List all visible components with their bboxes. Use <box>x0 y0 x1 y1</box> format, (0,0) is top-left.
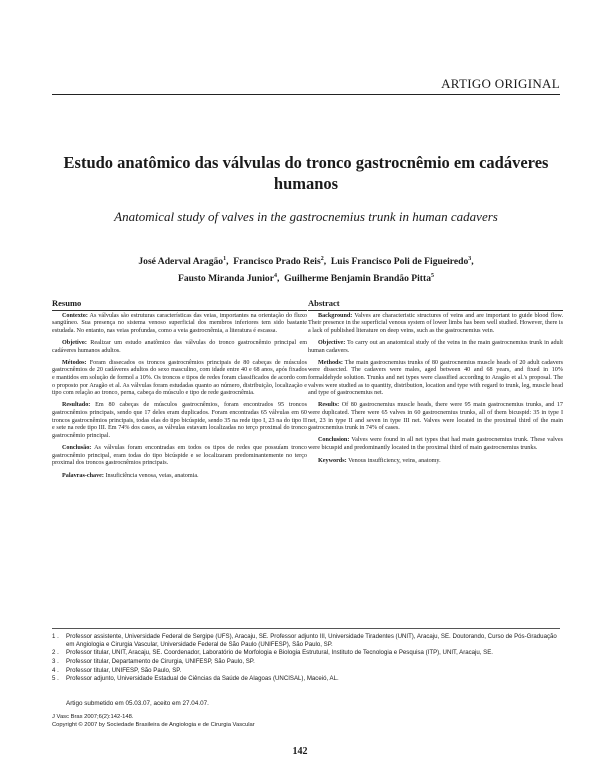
resumo-objetivo-label: Objetivo: <box>62 340 87 346</box>
resumo-objetivo <box>52 340 307 355</box>
abstract-methods-label: Methods: <box>318 359 343 366</box>
abstract-keywords <box>308 458 563 466</box>
author-name: Luis Francisco Poli de Figueiredo <box>330 256 469 268</box>
resumo-contexto <box>52 313 307 336</box>
resumo-resultado-label: Resultado: <box>62 402 91 409</box>
resumo-keywords-text: Insuficiência venosa, veias, anatomia. <box>105 473 199 480</box>
page-number: 142 <box>292 746 308 757</box>
footnote-item <box>52 667 560 675</box>
resumo-keywords <box>52 473 307 481</box>
resumo-heading: Resumo <box>52 300 307 311</box>
abstract-conclusion-label: Conclusion: <box>318 437 350 444</box>
abstract-keywords-text: Venous insufficiency, veins, anatomy. <box>348 457 441 464</box>
journal-info <box>52 714 255 730</box>
abstract-column <box>308 300 563 465</box>
author-name: José Aderval Aragão <box>138 256 224 268</box>
resumo-metodos-text: Foram dissecados os troncos gastrocnêmios principais de 80 cabeças de músculos gastrocnêmios de 20 cadáveres adultos do sexo masculino, com idade entre 40 e 68 anos, após fixados e mantidos em solução de formol a 10%. Os troncos e tipos de redes foram classificados de acordo com o proposto por Aragão et al. As válvulas foram estudadas quanto ao número, distribuição, localização e tipo com relação ao tronco, perna, cabeça do músculo e tipo de rede gastrocnêmia. <box>52 359 307 397</box>
author-affiliation-mark: 4 <box>273 273 277 280</box>
article-title-portuguese: Estudo anatômico das válvulas do tronco gastrocnêmio em cadáveres humanos <box>63 153 549 193</box>
copyright-notice: Copyright © 2007 by Sociedade Brasileira de Angiologia e de Cirurgia Vascular <box>52 721 255 728</box>
resumo-objetivo-text: Realizar um estudo anatômico das válvulas do tronco gastrocnêmio principal em cadáveres humanos adultos. <box>52 340 307 354</box>
author-affiliation-mark: 3 <box>468 256 472 262</box>
abstract-results-text: Of 80 gastrocnemius muscle heads, there were 95 main gastrocnemius trunks, and 17 were duplicated. There were 65 valves in 60 gastrocnemius trunks, all of them bicuspid: 35 in type I net, 23 in type II and seven in type III net. Valves were located in the proximal third of the main gastrocnemius trunk in 74% of cases. <box>308 402 563 432</box>
footnote-item <box>52 649 560 657</box>
author-list: José Aderval Aragão$^1$, Francisco Prado Reis$^2$, Luis Francisco Poli de Figueiredo$^3$, Fausto Miranda Junior$^4$, Guilherme Benjamin Brandão Pitta$^5$ <box>138 256 474 285</box>
resumo-resultado <box>52 402 307 441</box>
footnote-number: 4 . <box>52 666 59 674</box>
footnote-text: Professor assistente, Universidade Federal de Sergipe (UFS), Aracaju, SE. Professor adjunto III, Universidade Tiradentes (UNIT), Aracaju, SE. Doutorando, Curso de Pós-Graduação em Angiologia e Cirurgia Vascular, Universidade Federal de São Paulo (UNIFESP), São Paulo, SP. <box>66 633 557 648</box>
article-title-english: Anatomical study of valves in the gastrocnemius trunk in human cadavers <box>114 209 498 224</box>
abstract-results-label: Results: <box>318 402 340 409</box>
footnote-item <box>52 658 560 666</box>
footnote-text: Professor titular, UNIFESP, São Paulo, SP. <box>66 666 182 674</box>
journal-citation: J Vasc Bras 2007;6(2):142-148. <box>52 714 134 720</box>
resumo-contexto-text: As válvulas são estruturas características das veias, importantes na orientação do fluxo sangüíneo. Sua presença no sistema venoso superficial dos membros inferiores tem sido bastante estudada. No entanto, nas veias profundas, como a veia gastrocnêmia, a literatura é escassa. <box>52 312 307 335</box>
footnote-number: 3 . <box>52 657 59 665</box>
footnote-number: 1 . <box>52 633 59 640</box>
abstract-objective <box>308 340 563 355</box>
footnote-text: Professor adjunto, Universidade Estadual de Ciências da Saúde de Alagoas (UNCISAL), Maceió, AL. <box>66 675 339 683</box>
abstract-objective-label: Objective: <box>318 340 346 346</box>
author-affiliation-mark: 1 <box>223 256 227 262</box>
resumo-conclusao-text: As válvulas foram encontradas em todos os tipos de redes que possuíam tronco gastrocnêmio principal, eram todas do tipo bicúspide e se localizaram predominantemente no terço proximal dos troncos gastrocnêmios principais. <box>52 445 307 467</box>
abstract-results <box>308 402 563 433</box>
resumo-conclusao <box>52 445 307 468</box>
header-rule <box>52 94 560 95</box>
abstract-conclusion <box>308 437 563 452</box>
abstract-methods-text: The main gastrocnemius trunks of 80 gastrocnemius muscle heads of 20 adult cadavers were dissected. The cadavers were males, aged between 40 and 68 years, and fixed in 10% formaldehyde solution. Trunks and net types were classified according to Aragão et al.'s proposal. The valves were studied as to quantity, distribution, location and type with regard to trunk, leg, muscle head and type of gastrocnemius net. <box>308 359 563 397</box>
author-affiliation-mark: 2 <box>320 256 324 262</box>
footnote-text: Professor titular, UNIT, Aracaju, SE. Coordenador, Laboratório de Morfologia e Biologia Estrutural, Instituto de Tecnologia e Pesquisa (ITP), UNIT, Aracaju, SE. <box>66 649 494 657</box>
resumo-metodos-label: Métodos: <box>62 359 87 366</box>
abstract-heading: Abstract <box>308 300 563 311</box>
footnote-item <box>52 633 560 649</box>
footnote-text: Professor titular, Departamento de Cirurgia, UNIFESP, São Paulo, SP. <box>66 657 255 665</box>
submission-dates: Artigo submetido em 05.03.07, aceito em 27.04.07. <box>66 700 209 707</box>
resumo-resultado-text: Em 80 cabeças de músculos gastrocnêmios, foram encontrados 95 troncos gastrocnêmios principais, sendo que 17 deles eram duplicados. Foram encontradas 65 válvulas em 60 troncos gastrocnêmios principais, todas elas do tipo bicúspide, sendo 35 na rede tipo I, 23 na do tipo II e sete na rede tipo III. Em 74% dos casos, as válvulas estavam localizadas no terço proximal do tronco gastrocnêmio principal. <box>52 402 307 440</box>
abstract-background <box>308 313 563 336</box>
abstract-objective-text: To carry out an anatomical study of the veins in the main gastrocnemius trunk in adult human cadavers. <box>308 340 563 354</box>
resumo-contexto-label: Contexto: <box>62 312 88 319</box>
resumo-column <box>52 300 307 481</box>
footnote-number: 5 . <box>52 675 59 683</box>
author-name: Fausto Miranda Junior <box>178 273 274 285</box>
abstract-background-label: Background: <box>318 312 353 319</box>
author-affiliation-mark: 5 <box>431 273 434 280</box>
footnote-item <box>52 675 560 683</box>
author-name: Guilherme Benjamin Brandão Pitta <box>284 273 431 285</box>
affiliation-footnotes <box>52 628 560 684</box>
resumo-keywords-label: Palavras-chave: <box>62 473 104 480</box>
abstract-methods <box>308 360 563 399</box>
abstract-keywords-label: Keywords: <box>318 457 347 464</box>
footnote-number: 2 . <box>52 649 59 657</box>
abstract-background-text: Valves are characteristic structures of veins and are important to guide blood flow. Their presence in the superficial venous system of lower limbs has been well studied. However, there is a lack of published literature on deep veins, such as the gastrocnemius vein. <box>308 312 563 335</box>
section-label: ARTIGO ORIGINAL <box>441 76 560 91</box>
resumo-metodos <box>52 360 307 399</box>
resumo-conclusao-label: Conclusão: <box>62 445 92 451</box>
author-name: Francisco Prado Reis <box>233 256 321 268</box>
abstract-conclusion-text: Valves were found in all net types that had main gastrocnemius trunk. These valves were bicuspid and predominantly located in the proximal third of main gastrocnemius trunks. <box>308 437 563 451</box>
